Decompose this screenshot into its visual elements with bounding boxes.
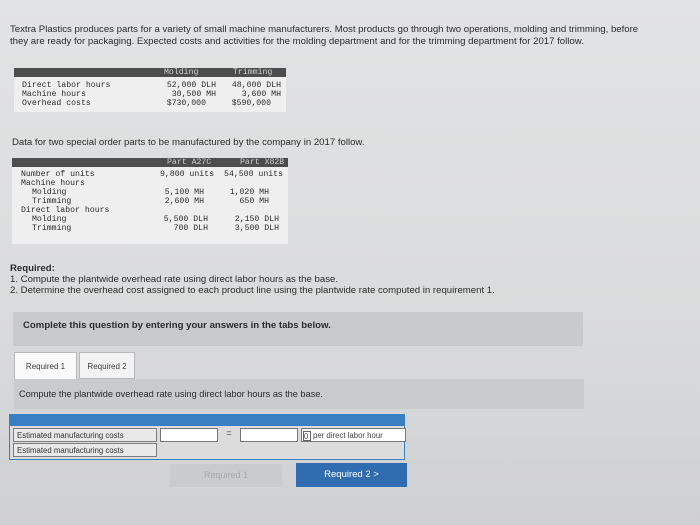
problem-intro: Textra Plastics produces parts for a variety of small machine manufacturers. Most products go through two operations, molding and trimming, before they are ready for packaging. Expected costs and activities for the molding department and for the trimming department for 2017 follow. — [10, 24, 639, 48]
special-order-table — [12, 158, 288, 244]
question-panel: Compute the plantwide overhead rate using direct labor hours as the base. — [14, 379, 584, 409]
header-molding: Molding — [164, 68, 199, 77]
row-label: Direct labor hours — [22, 81, 111, 90]
header-part-x82b: Part X82B — [240, 158, 285, 167]
next-button[interactable]: Required 2 > — [296, 463, 407, 487]
required-item-1: 1. Compute the plantwide overhead rate using direct labor hours as the base. — [10, 274, 338, 286]
cell-value: 30,500 MH — [171, 90, 216, 99]
trimming-label: Trimming — [32, 224, 72, 233]
row-label: Overhead costs — [22, 99, 91, 108]
cell-value: 2,150 DLH — [234, 215, 279, 224]
required-section — [10, 263, 495, 297]
result-input[interactable] — [240, 428, 298, 442]
cell-value: 48,000 DLH — [231, 81, 281, 90]
cell-value: 54,500 units — [224, 170, 283, 179]
machine-hours-label: Machine hours — [21, 179, 85, 188]
department-table — [14, 68, 286, 112]
rate-output — [301, 428, 406, 442]
cell-value: 52,000 DLH — [166, 81, 216, 90]
direct-labor-hours-label: Direct labor hours — [21, 206, 110, 215]
prev-button[interactable]: Required 1 — [170, 464, 282, 487]
header-part-a27c: Part A27C — [167, 158, 212, 167]
costs-select-2[interactable]: Estimated manufacturing costs — [13, 443, 157, 457]
molding-label: Molding — [32, 188, 67, 197]
rate-unit: per direct labor hour — [313, 431, 383, 440]
cell-value: 2,600 MH — [164, 197, 204, 206]
row-label: Machine hours — [22, 90, 86, 99]
cell-value: 700 DLH — [173, 224, 208, 233]
header-trimming: Trimming — [233, 68, 273, 77]
tab-required-1[interactable]: Required 1 — [14, 352, 77, 379]
cell-value: 3,600 MH — [241, 90, 281, 99]
required-item-2: 2. Determine the overhead cost assigned to each product line using the plantwide rate computed in requirement 1. — [10, 285, 495, 297]
molding-label: Molding — [32, 215, 67, 224]
rate-value: 0 — [303, 431, 311, 441]
required-title: Required: — [10, 263, 55, 274]
equals-sign: = — [226, 428, 232, 438]
cell-value: 650 MH — [239, 197, 269, 206]
numerator-input[interactable] — [160, 428, 218, 442]
cell-value: 3,500 DLH — [234, 224, 279, 233]
instructions-banner: Complete this question by entering your answers in the tabs below. — [13, 312, 583, 346]
cell-value: 1,020 MH — [229, 188, 269, 197]
special-order-heading: Data for two special order parts to be manufactured by the company in 2017 follow. — [12, 137, 365, 148]
answer-table-body — [10, 426, 404, 459]
cell-value: 5,100 MH — [164, 188, 204, 197]
cell-value: $590,000 — [231, 99, 271, 108]
costs-select[interactable]: Estimated manufacturing costs — [13, 428, 157, 442]
units-label: Number of units — [21, 170, 95, 179]
cell-value: 5,500 DLH — [163, 215, 208, 224]
trimming-label: Trimming — [32, 197, 72, 206]
answer-table — [9, 414, 405, 460]
cell-value: $730,000 — [166, 99, 206, 108]
cell-value: 9,800 units — [159, 170, 214, 179]
tab-required-2[interactable]: Required 2 — [79, 352, 135, 379]
